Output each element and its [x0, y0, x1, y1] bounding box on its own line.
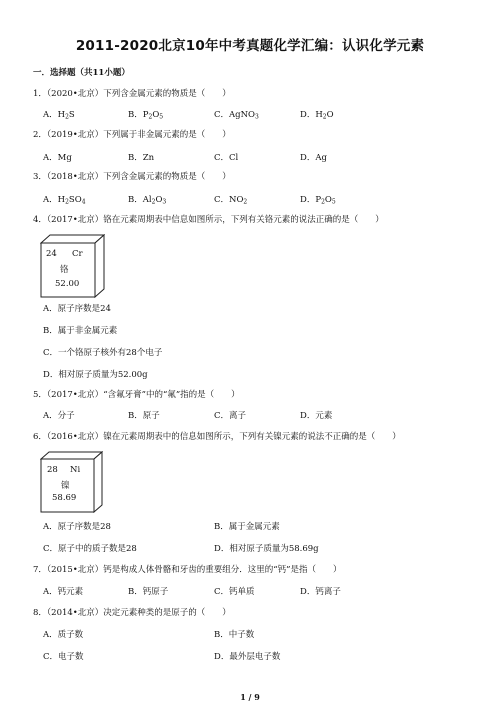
question-3-option-b: B．$Al_2O_3$: [128, 195, 167, 206]
question-5-option-a: A．分子: [43, 411, 75, 421]
question-7-option-c: C．钙单质: [214, 587, 255, 597]
question-1-stem: 1．（2020•北京）下列含金属元素的物质是（ ）: [33, 89, 231, 99]
question-3-stem: 3．（2018•北京）下列含金属元素的物质是（ ）: [33, 172, 231, 182]
question-7-option-b: B．钙原子: [128, 587, 169, 597]
element-card-frame: [40, 451, 103, 513]
question-6-stem: 6．（2016•北京）镍在元素周期表中的信息如图所示，下列有关镍元素的说法不正确的是（ ）: [33, 432, 401, 442]
question-3-option-c: C．$NO_2$: [214, 195, 248, 206]
nickel-element-card: [40, 451, 103, 513]
element-name: 镍: [61, 481, 70, 491]
question-5-option-c: C．离子: [214, 411, 247, 421]
question-1-option-b: B．$P_2O_5$: [128, 110, 164, 121]
question-1-option-d: D．$H_2O$: [300, 110, 334, 121]
question-6-option-d: D．相对原子质量为58.69g: [214, 544, 319, 554]
question-7-option-a: A．钙元素: [43, 587, 84, 597]
question-5-option-b: B．原子: [128, 411, 160, 421]
question-1-option-c: C．AgNO$_3$: [214, 110, 259, 121]
question-6-option-c: C．原子中的质子数是28: [43, 544, 137, 554]
page-number: 1 / 9: [240, 692, 260, 702]
question-2-option-c: C．Cl: [214, 153, 239, 163]
question-3-option-d: D．$P_2O_5$: [300, 195, 336, 206]
atomic-mass: 52.00: [55, 279, 80, 289]
question-7-option-d: D．钙离子: [300, 587, 341, 597]
section-heading: 一．选择题（共11小题）: [33, 68, 130, 78]
atomic-number: 24: [46, 249, 57, 259]
element-symbol: Cr: [72, 249, 83, 259]
question-8-option-a: A．质子数: [43, 630, 84, 640]
atomic-mass: 58.69: [52, 493, 77, 503]
question-4-option-b: B．属于非金属元素: [43, 326, 118, 336]
question-6-option-a: A．原子序数是28: [43, 522, 111, 532]
element-name: 铬: [60, 265, 69, 275]
question-2-option-a: A．Mg: [43, 153, 72, 163]
question-2-stem: 2．（2019•北京）下列属于非金属元素的是（ ）: [33, 130, 231, 140]
question-8-option-b: B．中子数: [214, 630, 255, 640]
question-4-stem: 4．（2017•北京）铬在元素周期表中信息如图所示，下列有关铬元素的说法正确的是（ ）: [33, 215, 384, 225]
question-4-option-a: A．原子序数是24: [43, 304, 111, 314]
element-symbol: Ni: [70, 465, 81, 475]
question-2-option-d: D．Ag: [300, 153, 327, 163]
chromium-element-card: [40, 234, 105, 298]
question-2-option-b: B．Zn: [128, 153, 155, 163]
question-5-option-d: D．元素: [300, 411, 333, 421]
question-8-stem: 8．（2014•北京）决定元素种类的是原子的（ ）: [33, 608, 231, 618]
question-6-option-b: B．属于金属元素: [214, 522, 280, 532]
question-8-option-d: D．最外层电子数: [214, 652, 281, 662]
question-5-stem: 5．（2017•北京）“含氟牙膏”中的“氟”指的是（ ）: [33, 390, 240, 400]
question-3-option-a: A．$H_2SO_4$: [43, 195, 86, 206]
question-8-option-c: C．电子数: [43, 652, 84, 662]
page-title: 2011-2020北京10年中考真题化学汇编：认识化学元素: [75, 38, 425, 54]
atomic-number: 28: [47, 465, 58, 475]
question-4-option-d: D．相对原子质量为52.00g: [43, 370, 148, 380]
question-7-stem: 7．（2015•北京）钙是构成人体骨骼和牙齿的重要组分．这里的“钙”是指（ ）: [33, 565, 342, 575]
question-1-option-a: A．$H_2S$: [43, 110, 75, 121]
question-4-option-c: C．一个铬原子核外有28个电子: [43, 348, 163, 358]
